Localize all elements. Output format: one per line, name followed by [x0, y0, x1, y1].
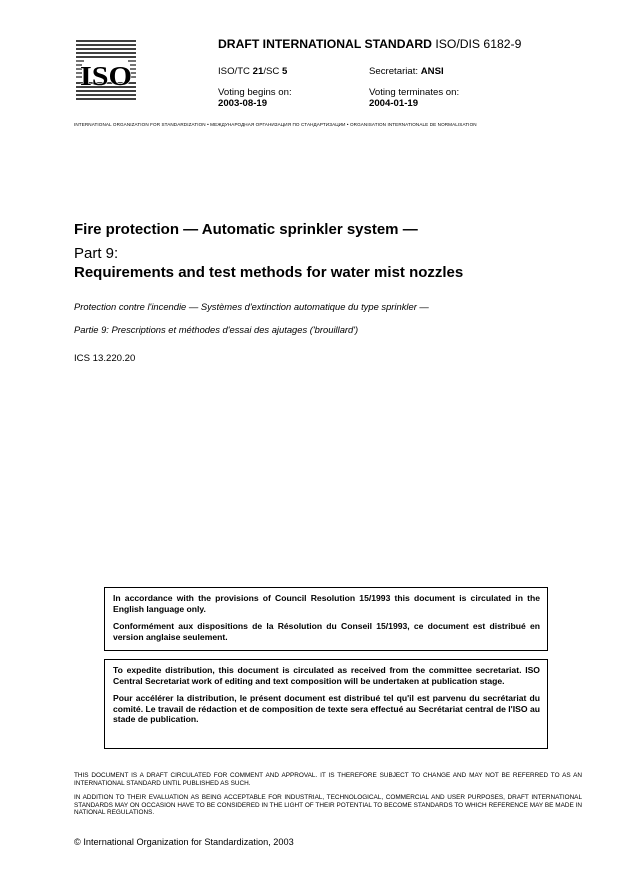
ics-code: ICS 13.220.20 — [74, 353, 136, 364]
distribution-notice-en: To expedite distribution, this document is circulated as received from the committee secretariat. ISO Central Secretariat work of editing and text composition will be undertaken at publication stage. — [113, 665, 540, 686]
voting-ends-label: Voting terminates on: — [369, 87, 460, 98]
organization-line: INTERNATIONAL ORGANIZATION FOR STANDARDIZATION • МЕЖДУНАРОДНАЯ ОРГАНИЗАЦИЯ ПО СТАНДАРТИЗАЦИИ • ORGANISATION INTERNATIONALE DE NORMALISATION — [74, 122, 477, 127]
language-notice-fr: Conformément aux dispositions de la Résolution du Conseil 15/1993, ce document est distribué en version anglaise seulement. — [113, 621, 540, 642]
copyright: © International Organization for Standardization, 2003 — [74, 837, 294, 847]
distribution-notice-box — [104, 659, 548, 749]
document-type: DRAFT INTERNATIONAL STANDARD ISO/DIS 6182-9 — [218, 37, 522, 51]
secretariat: Secretariat: ANSI — [369, 66, 444, 77]
french-part-title: Partie 9: Prescriptions et méthodes d'essai des ajutages ('brouillard') — [74, 324, 359, 335]
committee: ISO/TC 21/SC 5 — [218, 66, 288, 77]
voting-begins-label: Voting begins on: — [218, 87, 292, 98]
regulation-disclaimer: IN ADDITION TO THEIR EVALUATION AS BEING ACCEPTABLE FOR INDUSTRIAL, TECHNOLOGICAL, COMMERCIAL AND USER PURPOSES, DRAFT INTERNATIONAL STANDARDS MAY ON OCCASION HAVE TO BE CONSIDERED IN THE LIGHT OF THEIR POTENTIAL TO BECOME STANDARDS TO WHICH REFERENCE MAY BE MADE IN NATIONAL REGULATIONS. — [74, 794, 582, 817]
voting-ends-date: 2004-01-19 — [369, 98, 419, 109]
distribution-notice-fr: Pour accélérer la distribution, le présent document est distribué tel qu'il est parvenu du secrétariat du comité. Le travail de rédaction et de composition de texte sera effectué au Secrétariat central de l'ISO au stade de publication. — [113, 693, 540, 724]
iso-logo-text: ISO — [80, 61, 132, 91]
part-number: Part 9: — [74, 245, 119, 262]
draft-disclaimer: THIS DOCUMENT IS A DRAFT CIRCULATED FOR COMMENT AND APPROVAL. IT IS THEREFORE SUBJECT TO CHANGE AND MAY NOT BE REFERRED TO AS AN INTERNATIONAL STANDARD UNTIL PUBLISHED AS SUCH. — [74, 772, 582, 787]
french-title: Protection contre l'incendie — Systèmes d'extinction automatique du type sprinkler — — [74, 301, 429, 312]
main-title: Fire protection — Automatic sprinkler system — — [74, 221, 418, 238]
voting-begins-date: 2003-08-19 — [218, 98, 268, 109]
language-notice-box — [104, 587, 548, 651]
language-notice-en: In accordance with the provisions of Council Resolution 15/1993 this document is circulated in the English language only. — [113, 593, 540, 614]
part-title: Requirements and test methods for water mist nozzles — [74, 264, 464, 281]
iso-logo — [74, 38, 138, 102]
document-number: ISO/DIS 6182-9 — [435, 37, 522, 51]
